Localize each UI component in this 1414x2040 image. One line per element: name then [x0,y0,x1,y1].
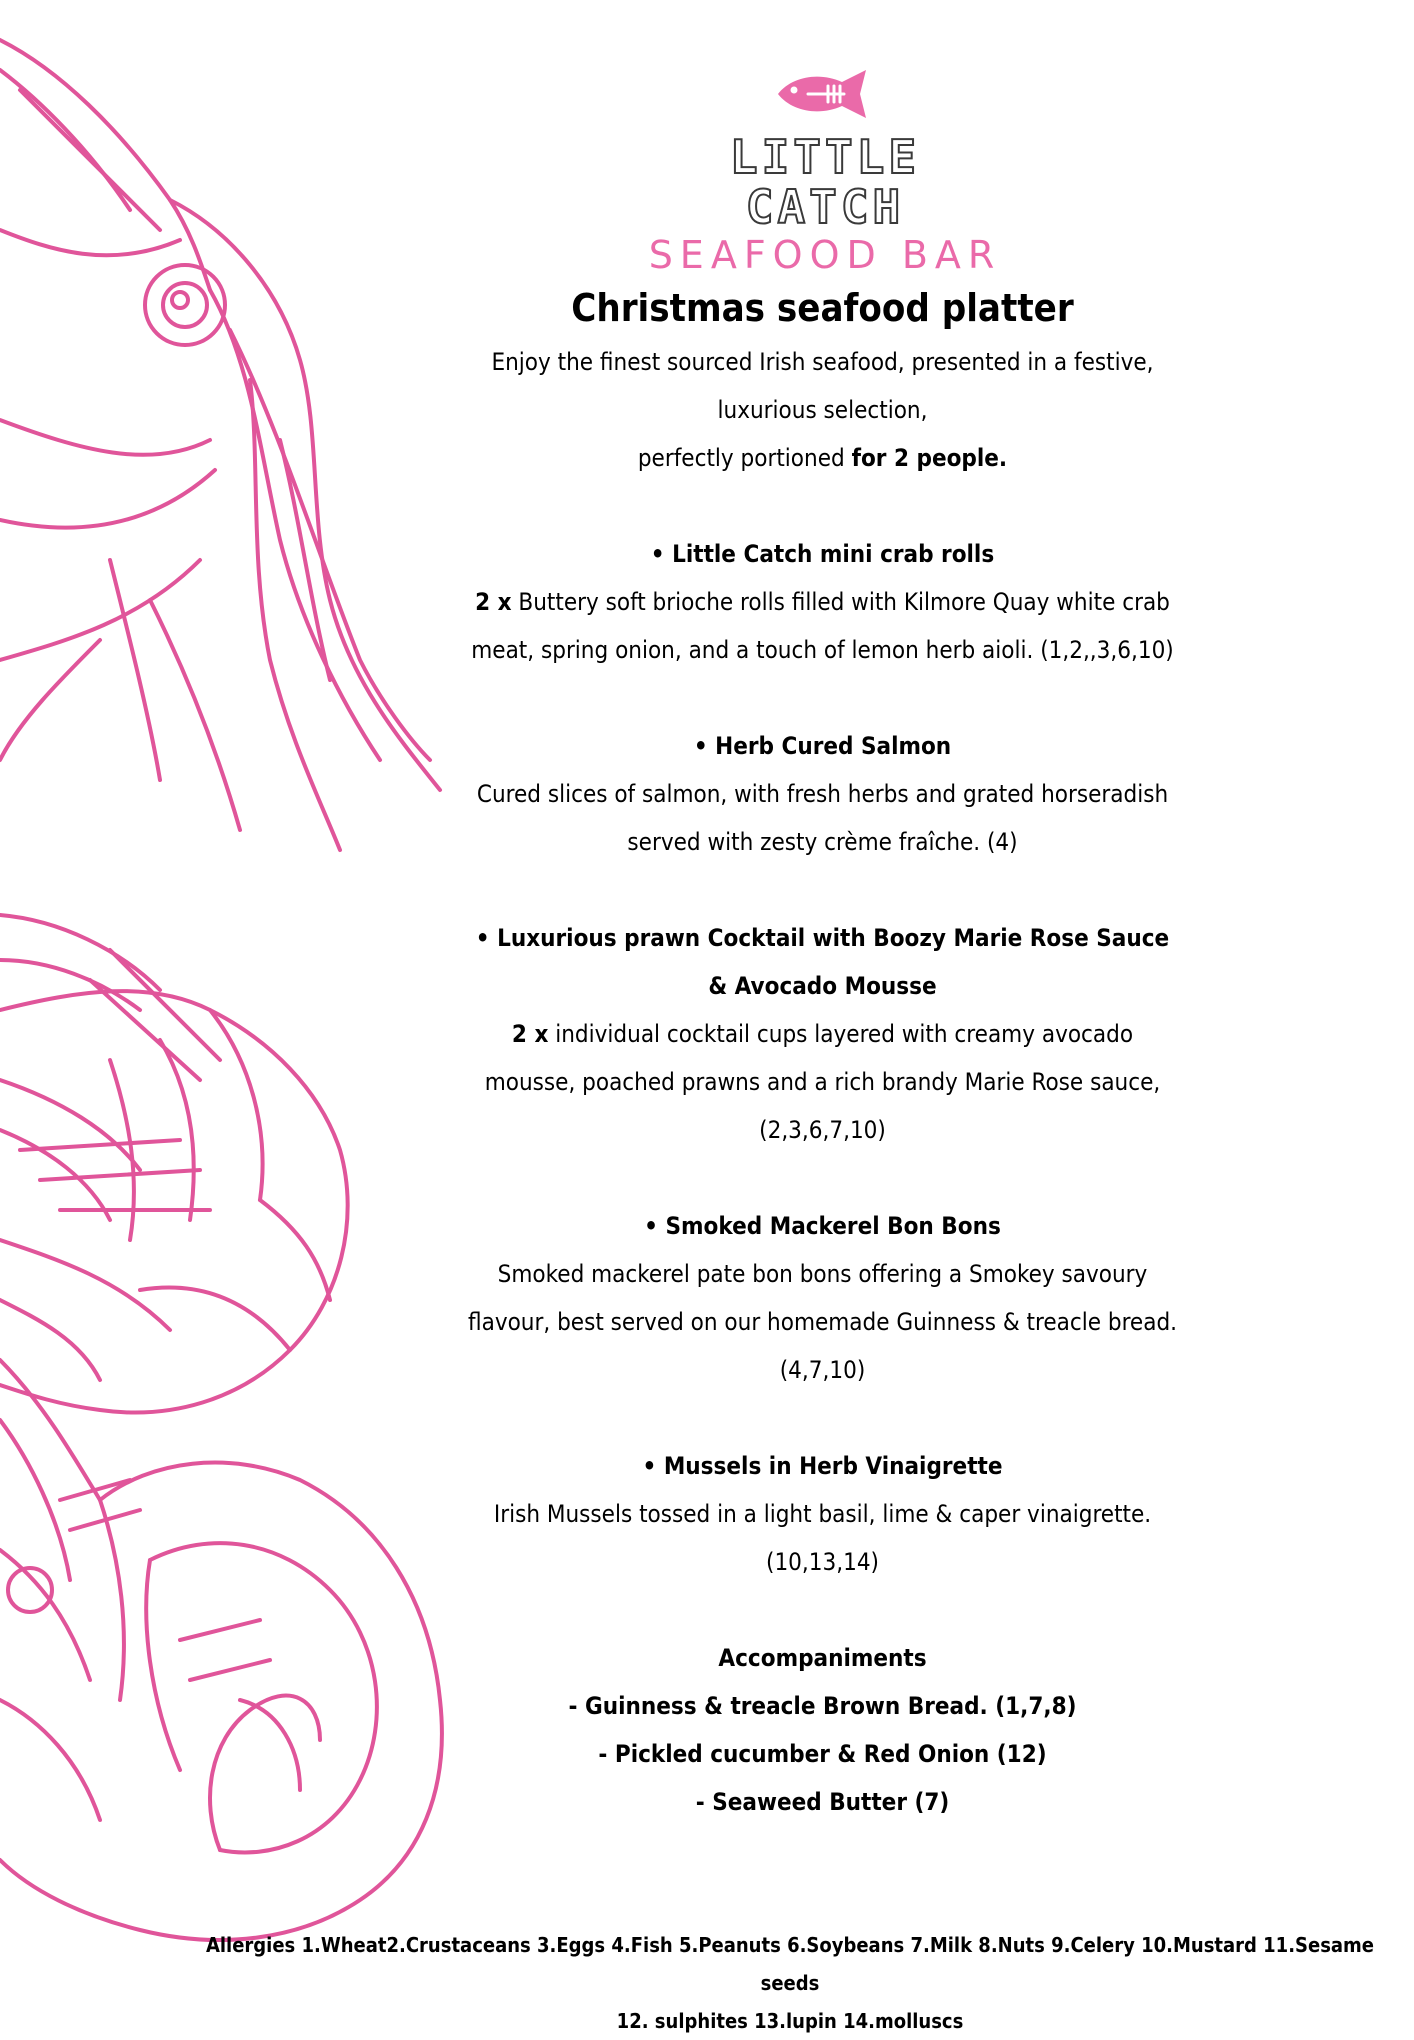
intro-portion: for 2 people. [851,444,1008,472]
accompaniment-item: - Seaweed Butter (7) [695,1788,950,1816]
dish-description: (10,13,14) [766,1548,879,1576]
dish-description-text: Buttery soft brioche rolls filled with Kilmore Quay white crab [511,588,1170,616]
accompaniments [455,1634,1190,1826]
allergen-line: Allergies 1.Wheat2.Crustaceans 3.Eggs 4.Fish 5.Peanuts 6.Soybeans 7.Milk 8.Nuts 9.Celery 10.Mustard 11.Sesame seeds [205,1933,1375,1995]
dish-title: • Little Catch mini crab rolls [650,540,995,568]
dish-description: Irish Mussels tossed in a light basil, lime & caper vinaigrette. [493,1500,1152,1528]
allergen-legend [200,1926,1380,2040]
dish-quantity: 2 x [511,1020,549,1048]
allergen-line: 12. sulphites 13.lupin 14.molluscs [616,2009,964,2033]
dish-cured-salmon [455,722,1190,866]
intro-text: perfectly portioned [637,444,852,472]
intro-line: luxurious selection, [717,396,928,424]
dish-description [455,578,1190,626]
dish-mackerel-bon-bons [455,1202,1190,1394]
dish-description: (4,7,10) [779,1356,866,1384]
dish-description: Smoked mackerel pate bon bons offering a Smokey savoury [497,1260,1148,1288]
brand-logo [640,68,1010,278]
dish-description: mousse, poached prawns and a rich brandy Marie Rose sauce, [484,1068,1161,1096]
brand-name-line1: LITTLE CATCH [729,130,921,234]
squid-illustration [0,40,440,850]
dish-title: • Mussels in Herb Vinaigrette [642,1452,1003,1480]
dish-description: (2,3,6,7,10) [759,1116,886,1144]
prawn-illustration [0,915,348,1413]
accompaniment-item: - Guinness & treacle Brown Bread. (1,7,8) [568,1692,1077,1720]
menu-title: Christmas seafood platter [571,286,1074,330]
dish-title: & Avocado Mousse [708,972,937,1000]
fish-fork-icon [770,68,880,120]
seafood-illustration [0,0,470,2000]
dish-description: meat, spring onion, and a touch of lemon herb aioli. (1,2,,3,6,10) [471,636,1174,664]
accompaniment-item: - Pickled cucumber & Red Onion (12) [598,1740,1047,1768]
dish-description-text: individual cocktail cups layered with creamy avocado [548,1020,1134,1048]
dish-description: Cured slices of salmon, with fresh herbs and grated horseradish [476,780,1169,808]
dish-prawn-cocktail [455,914,1190,1154]
dish-description [455,1010,1190,1058]
dish-mussels [455,1442,1190,1586]
dish-title: • Luxurious prawn Cocktail with Boozy Marie Rose Sauce [475,924,1170,952]
dish-description: flavour, best served on our homemade Guinness & treacle bread. [467,1308,1178,1336]
dish-description: served with zesty crème fraîche. (4) [627,828,1018,856]
dish-quantity: 2 x [475,588,512,616]
dish-crab-rolls [455,530,1190,674]
accompaniments-heading: Accompaniments [718,1644,927,1672]
brand-name-line2: SEAFOOD BAR [648,233,1002,277]
menu-content [455,282,1190,1826]
intro-line: Enjoy the finest sourced Irish seafood, presented in a festive, [491,348,1154,376]
intro-line [455,434,1190,482]
dish-title: • Smoked Mackerel Bon Bons [644,1212,1001,1240]
dish-title: • Herb Cured Salmon [693,732,952,760]
lobster-claw-illustration [0,1360,442,1940]
